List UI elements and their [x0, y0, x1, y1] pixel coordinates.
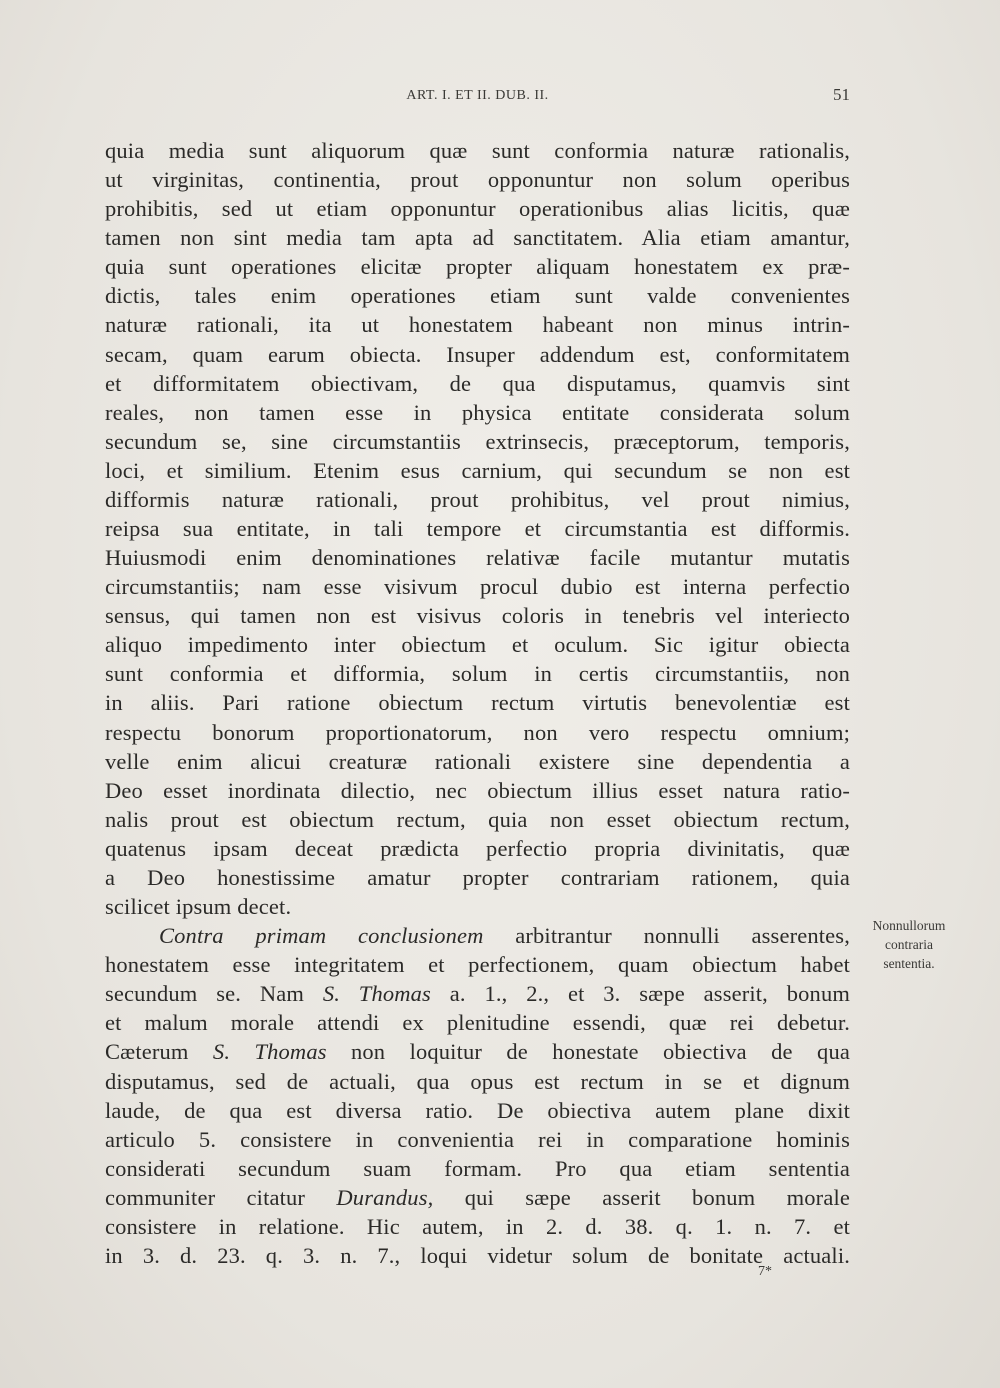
text-span: non loquitur de honestate obiectiva de qua — [326, 1039, 850, 1065]
text-line: tamen non sint media tam apta ad sanctitatem. Alia etiam amantur, — [105, 225, 850, 251]
text-line: quia media sunt aliquorum quæ sunt conformia naturæ rationalis, — [105, 138, 850, 163]
text-line: et malum morale attendi ex plenitudine essendi, quæ rei debetur. — [105, 1010, 850, 1036]
text-line: et difformitatem obiectivam, de qua disputamus, quamvis sint — [105, 370, 850, 396]
margin-note-line: sententia. — [883, 956, 935, 971]
text-line — [105, 921, 850, 950]
text-line: disputamus, sed de actuali, qua opus est rectum in se et dignum — [105, 1068, 850, 1094]
text-line: naturæ rationali, ita ut honestatem habeant non minus intrin- — [105, 312, 850, 338]
text-line: ut virginitas, continentia, prout opponuntur non solum operibus — [105, 167, 850, 193]
text-line — [105, 979, 850, 1008]
text-line: respectu bonorum proportionatorum, non vero respectu omnium; — [105, 719, 850, 745]
text-line: considerati secundum suam formam. Pro qua etiam sententia — [105, 1155, 850, 1181]
text-line: secundum se, sine circumstantiis extrinsecis, præceptorum, temporis, — [105, 428, 850, 454]
text-line: loci, et similium. Etenim esus carnium, qui secundum se non est — [105, 457, 850, 483]
text-line: Huiusmodi enim denominationes relativæ facile mutantur mutatis — [105, 545, 850, 571]
text-line: laude, de qua est diversa ratio. De obiectiva autem plane dixit — [105, 1097, 850, 1123]
paragraph-1 — [105, 136, 850, 921]
text-line: aliquo impedimento inter obiectum et oculum. Sic igitur obiecta — [105, 632, 850, 658]
text-line: circumstantiis; nam esse visivum procul dubio est interna perfectio — [105, 574, 850, 600]
text-line: difformis naturæ rationali, prout prohibitus, vel prout nimius, — [105, 486, 850, 512]
text-span: qui sæpe asserit bonum morale — [433, 1184, 851, 1210]
text-span: communiter citatur — [105, 1184, 337, 1210]
text-line: a Deo honestissime amatur propter contrariam rationem, quia — [105, 864, 850, 890]
italic-phrase: Contra primam conclusionem — [159, 923, 484, 949]
body-text — [105, 136, 850, 1270]
text-line: in aliis. Pari ratione obiectum rectum virtutis benevolentiæ est — [105, 690, 850, 716]
text-line: quia sunt operationes elicitæ propter aliquam honestatem ex præ- — [105, 254, 850, 280]
paragraph-2 — [105, 921, 850, 1270]
italic-name: Durandus, — [336, 1184, 434, 1210]
page-header — [105, 85, 850, 114]
text-line: nalis prout est obiectum rectum, quia non esset obiectum rectum, — [105, 806, 850, 832]
text-span: arbitrantur nonnulli asserentes, — [483, 923, 850, 949]
text-line — [105, 1183, 850, 1212]
text-span: secundum se. Nam — [105, 981, 323, 1007]
italic-name: S. Thomas — [212, 1039, 327, 1065]
text-line: scilicet ipsum decet. — [105, 894, 292, 920]
italic-name: S. Thomas — [322, 981, 431, 1007]
text-line: dictis, tales enim operationes etiam sunt valde convenientes — [105, 283, 850, 309]
text-line — [105, 1037, 850, 1066]
text-line: sunt conformia et difformia, solum in certis circumstantiis, non — [105, 661, 850, 687]
text-line: reales, non tamen esse in physica entitate considerata solum — [105, 399, 850, 425]
text-line: Deo esset inordinata dilectio, nec obiectum illius esset natura ratio- — [105, 777, 850, 803]
text-line: prohibitis, sed ut etiam opponuntur operationibus alias licitis, quæ — [105, 196, 850, 222]
text-line: articulo 5. consistere in convenientia rei in comparatione hominis — [105, 1126, 850, 1152]
margin-note-line: contraria — [885, 937, 933, 952]
signature-mark: 7* — [758, 1264, 772, 1279]
text-line: reipsa sua entitate, in tali tempore et circumstantia est difformis. — [105, 516, 850, 542]
text-line: in 3. d. 23. q. 3. n. 7., loqui videtur solum de bonitate actuali. — [105, 1242, 850, 1268]
margin-note-line: Nonnullorum — [872, 918, 946, 933]
running-head: ART. I. ET II. DUB. II. — [406, 88, 549, 103]
text-span: a. 1., 2., et 3. sæpe asserit, bonum — [430, 981, 850, 1007]
text-line: consistere in relatione. Hic autem, in 2. d. 38. q. 1. n. 7. et — [105, 1213, 850, 1239]
margin-note — [858, 916, 960, 973]
text-line: secam, quam earum obiecta. Insuper addendum est, conformitatem — [105, 341, 850, 367]
text-line: honestatem esse integritatem et perfectionem, quam obiectum habet — [105, 952, 850, 978]
text-line: quatenus ipsam deceat prædicta perfectio propria divinitatis, quæ — [105, 835, 850, 861]
text-line: velle enim alicui creaturæ rationali existere sine dependentia a — [105, 748, 850, 774]
page-number: 51 — [833, 85, 850, 104]
text-line: sensus, qui tamen non est visivus coloris in tenebris vel interiecto — [105, 603, 850, 629]
text-span: Cæterum — [105, 1039, 213, 1065]
